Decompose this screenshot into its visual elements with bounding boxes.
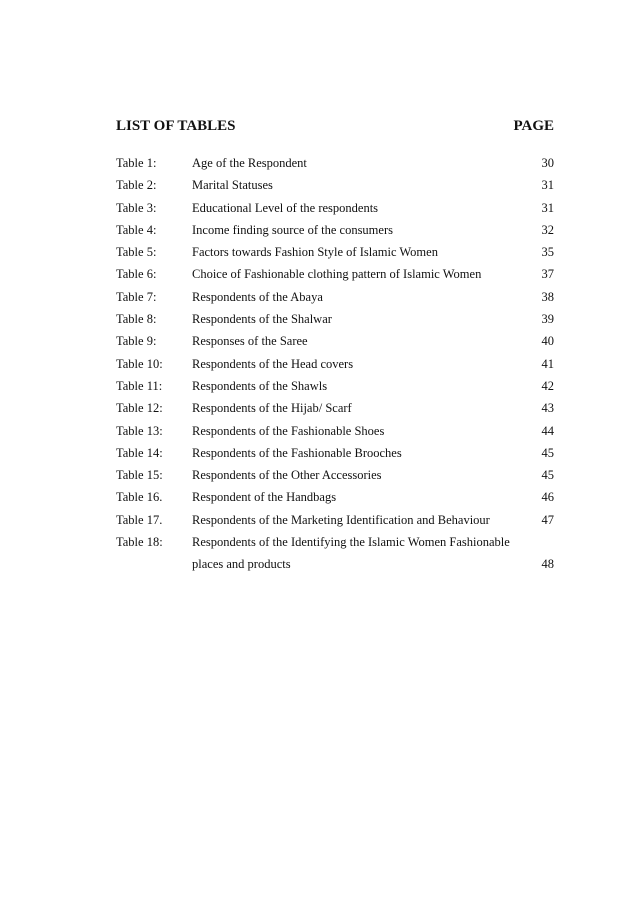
table-number: Table 6: [116, 267, 157, 282]
list-item [116, 356, 554, 378]
table-title: Educational Level of the respondents [192, 200, 379, 215]
page-number: 32 [541, 222, 554, 237]
table-number: Table 12: [116, 401, 163, 416]
list-item [116, 534, 554, 556]
table-title: places and products [192, 557, 291, 572]
list-title: LIST OF TABLES [116, 118, 236, 134]
list-item [116, 222, 554, 244]
table-title: Respondents of the Hijab/ Scarf [192, 401, 352, 416]
list-item [116, 423, 554, 445]
page-number: 44 [541, 423, 554, 438]
list-item [116, 266, 554, 288]
page-number: 46 [541, 490, 554, 505]
list-item [116, 445, 554, 467]
table-number: Table 11: [116, 378, 163, 393]
list-item [116, 333, 554, 355]
table-title: Marital Statuses [192, 178, 273, 193]
list-item [116, 244, 554, 266]
table-number: Table 1: [116, 156, 157, 170]
table-number: Table 5: [116, 245, 157, 260]
page-number: 38 [541, 289, 554, 304]
table-title: Respondents of the Marketing Identification and Behaviour [192, 512, 490, 527]
table-title: Choice of Fashionable clothing pattern of Islamic Women [192, 267, 482, 282]
page-number: 35 [541, 245, 554, 260]
table-title: Respondents of the Fashionable Brooches [192, 445, 402, 460]
page-number: 47 [541, 512, 554, 527]
list-item [116, 289, 554, 311]
table-number: Table 16. [116, 490, 163, 505]
list-item [116, 155, 554, 177]
page-number: 45 [541, 445, 554, 460]
table-title: Respondents of the Fashionable Shoes [192, 423, 385, 438]
table-number: Table 2: [116, 178, 157, 193]
table-title: Respondents of the Shalwar [192, 312, 332, 327]
page-number: 42 [541, 378, 554, 393]
page-number: 30 [541, 156, 554, 170]
table-number: Table 18: [116, 535, 163, 550]
table-number: Table 8: [116, 312, 157, 327]
page-number: 37 [541, 267, 554, 282]
page-number: 31 [541, 178, 554, 193]
table-title: Respondents of the Identifying the Islamic Women Fashionable [192, 535, 510, 550]
list-item-continuation [116, 556, 554, 578]
page-column-label: PAGE [513, 118, 554, 134]
table-title: Responses of the Saree [192, 334, 308, 349]
table-number: Table 14: [116, 445, 163, 460]
list-item [116, 378, 554, 400]
page-number: 41 [541, 356, 554, 371]
table-title: Respondents of the Head covers [192, 356, 354, 371]
list-item [116, 489, 554, 511]
table-number: Table 17. [116, 512, 163, 527]
table-title: Respondent of the Handbags [192, 490, 337, 505]
table-title: Income finding source of the consumers [192, 222, 393, 237]
page-number: 43 [541, 401, 554, 416]
table-number: Table 13: [116, 423, 163, 438]
table-title: Factors towards Fashion Style of Islamic Women [192, 245, 438, 260]
list-item [116, 512, 554, 534]
list-item [116, 177, 554, 199]
table-number: Table 10: [116, 356, 163, 371]
table-title: Respondents of the Other Accessories [192, 468, 382, 483]
table-number: Table 15: [116, 468, 163, 483]
list-header [116, 118, 554, 138]
page-number: 40 [541, 334, 554, 349]
table-number: Table 7: [116, 289, 157, 304]
list-item [116, 311, 554, 333]
table-title: Age of the Respondent [192, 156, 307, 170]
page-number: 31 [541, 200, 554, 215]
list-item [116, 467, 554, 489]
table-number: Table 4: [116, 222, 157, 237]
list-item [116, 200, 554, 222]
page-number: 48 [541, 557, 554, 572]
table-list [116, 155, 554, 579]
table-number: Table 3: [116, 200, 157, 215]
table-title: Respondents of the Shawls [192, 378, 328, 393]
page-number: 39 [541, 312, 554, 327]
table-number: Table 9: [116, 334, 157, 349]
page-number: 45 [541, 468, 554, 483]
table-title: Respondents of the Abaya [192, 289, 323, 304]
list-item [116, 400, 554, 422]
